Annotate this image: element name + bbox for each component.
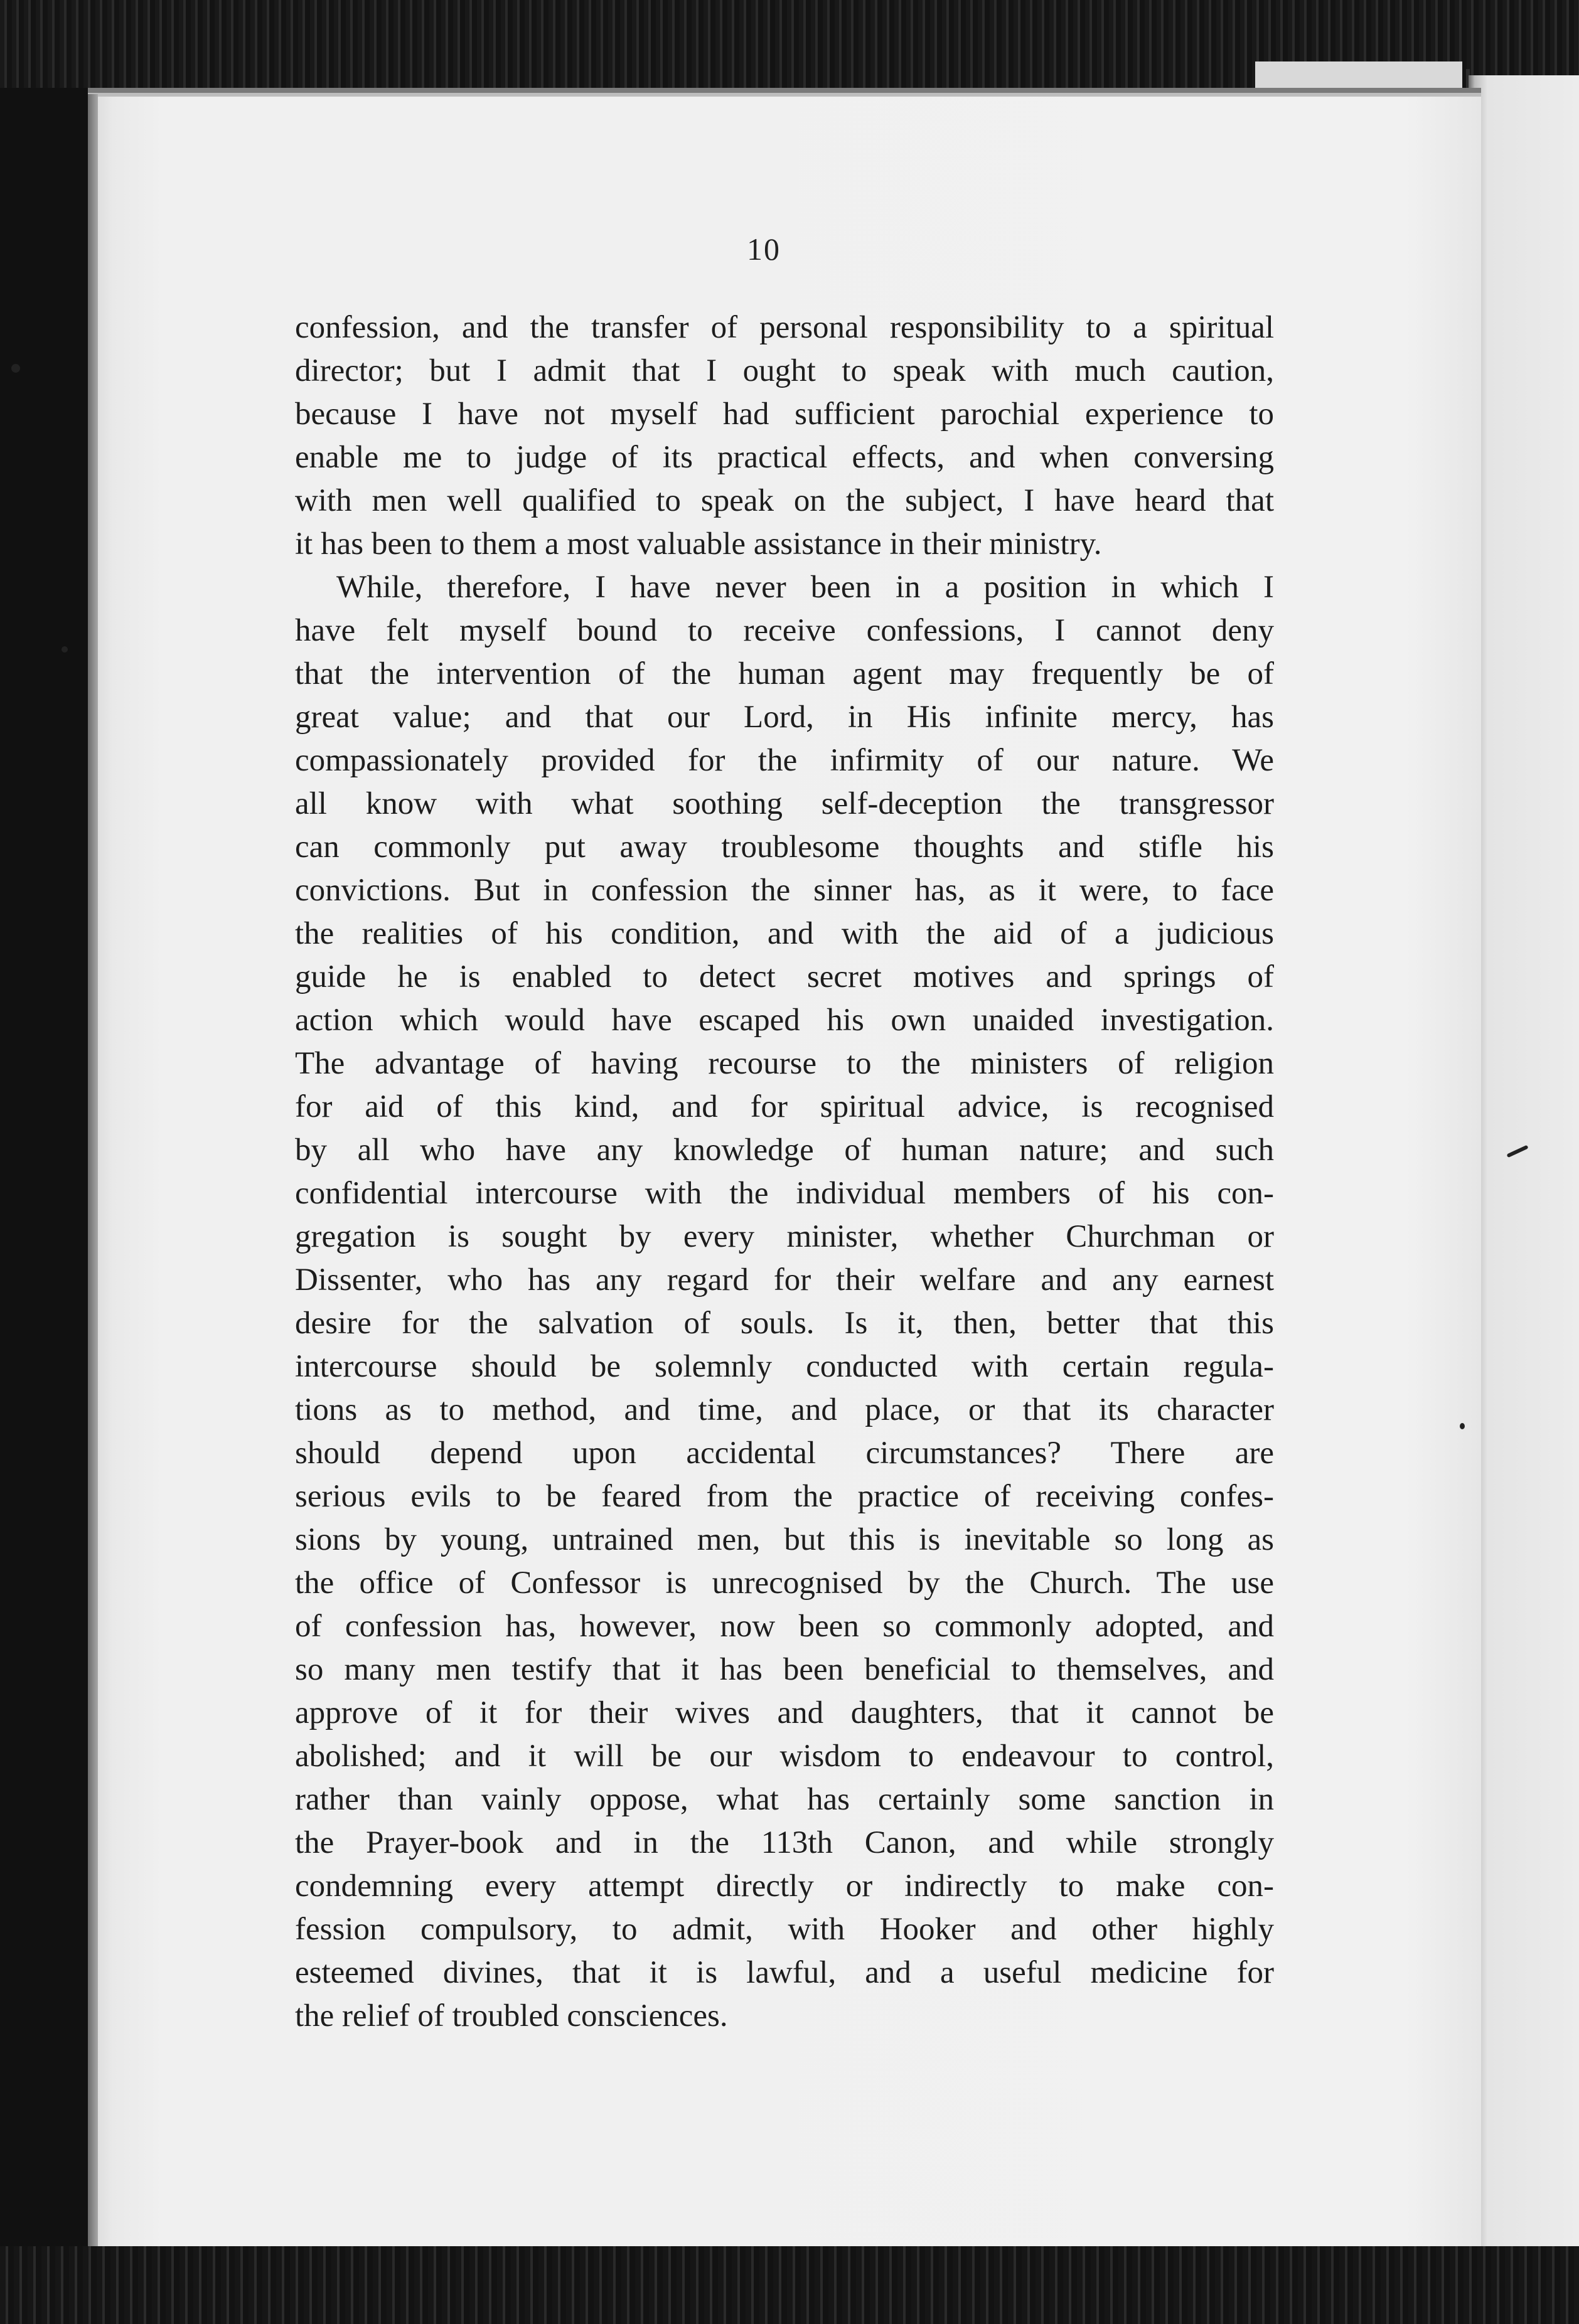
text-line: compassionately provided for the infirmity of our nature. We [295, 743, 1274, 778]
page-number: 10 [747, 232, 781, 267]
text-line: by all who have any knowledge of human nature; and such [295, 1133, 1274, 1168]
text-line: condemning every attempt directly or indirectly to make con- [295, 1868, 1274, 1904]
page-left-edge [88, 94, 98, 2246]
text-line: the relief of troubled consciences. [295, 1998, 728, 2034]
text-line: fession compulsory, to admit, with Hooker and other highly [295, 1912, 1274, 1947]
text-line: The advantage of having recourse to the ministers of religion [295, 1046, 1274, 1081]
text-line: gregation is sought by every minister, whether Churchman or [295, 1219, 1274, 1254]
text-line: the office of Confessor is unrecognised by the Church. The use [295, 1565, 1274, 1601]
text-line: enable me to judge of its practical effects, and when conversing [295, 440, 1274, 475]
text-line: director; but I admit that I ought to speak with much caution, [295, 353, 1274, 388]
speck [1460, 1423, 1465, 1429]
text-line: can commonly put away troublesome thoughts and stifle his [295, 829, 1274, 865]
text-line: because I have not myself had sufficient parochial experience to [295, 397, 1274, 432]
text-line: for aid of this kind, and for spiritual advice, is recognised [295, 1089, 1274, 1124]
text-line: great value; and that our Lord, in His infinite mercy, has [295, 700, 1274, 735]
text-line: convictions. But in confession the sinner has, as it were, to face [295, 873, 1274, 908]
text-line: tions as to method, and time, and place, or that its character [295, 1392, 1274, 1427]
text-line: esteemed divines, that it is lawful, and a useful medicine for [295, 1955, 1274, 1990]
text-line: confession, and the transfer of personal responsibility to a spiritual [295, 310, 1274, 345]
text-line: intercourse should be solemnly conducted with certain regula- [295, 1349, 1274, 1384]
text-line: rather than vainly oppose, what has certainly some sanction in [295, 1782, 1274, 1817]
text-line: Dissenter, who has any regard for their welfare and any earnest [295, 1262, 1274, 1298]
text-line: with men well qualified to speak on the subject, I have heard that [295, 483, 1274, 518]
text-line: of confession has, however, now been so commonly adopted, and [295, 1609, 1274, 1644]
speck [62, 646, 68, 653]
text-line: all know with what soothing self-deception the transgressor [295, 786, 1274, 821]
text-line: abolished; and it will be our wisdom to endeavour to control, [295, 1739, 1274, 1774]
text-line: that the intervention of the human agent may frequently be of [295, 656, 1274, 691]
speck [11, 364, 20, 373]
bottom-scan-border [0, 2246, 1579, 2324]
text-line: so many men testify that it has been beneficial to themselves, and [295, 1652, 1274, 1687]
text-line: action which would have escaped his own unaided investigation. [295, 1003, 1274, 1038]
text-line: confidential intercourse with the individual members of his con- [295, 1176, 1274, 1211]
adjacent-page-edge [1469, 75, 1579, 2252]
text-line: the realities of his condition, and with the aid of a judicious [295, 916, 1274, 951]
text-line: While, therefore, I have never been in a position in which I [336, 570, 1274, 605]
text-line: desire for the salvation of souls. Is it, then, better that this [295, 1306, 1274, 1341]
text-line: serious evils to be feared from the practice of receiving confes- [295, 1479, 1274, 1514]
text-line: should depend upon accidental circumstances? There are [295, 1436, 1274, 1471]
text-line: have felt myself bound to receive confessions, I cannot deny [295, 613, 1274, 648]
text-line: sions by young, untrained men, but this is inevitable so long as [295, 1522, 1274, 1557]
text-line: the Prayer-book and in the 113th Canon, and while strongly [295, 1825, 1274, 1860]
text-line: it has been to them a most valuable assistance in their ministry. [295, 526, 1102, 562]
text-line: guide he is enabled to detect secret motives and springs of [295, 959, 1274, 994]
text-line: approve of it for their wives and daughters, that it cannot be [295, 1695, 1274, 1730]
